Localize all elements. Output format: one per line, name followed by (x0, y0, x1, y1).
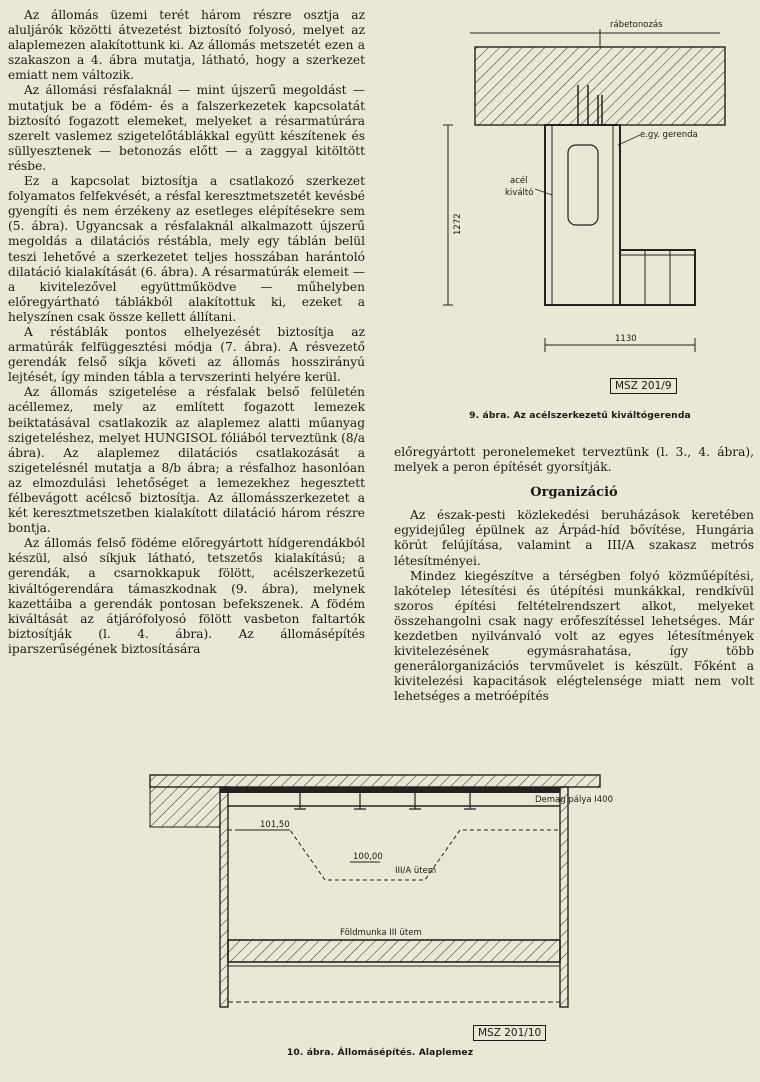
paragraph: A réstáblák pontos elhelyezését biztosítja az armatúrák felfüggesztési módja (7. ábra). A résvezető gerendák felső síkja követi az állomás hosszirányú lejtését, így minden tábla a tervszerinti helyére kerül. (8, 324, 365, 385)
label-steel-2: kiváltó (505, 188, 534, 198)
label-rail: Demag pálya I400 (535, 795, 613, 805)
label-top: rábetonozás (610, 20, 663, 30)
figure-10-caption: 10. ábra. Állomásépítés. Alaplemez (286, 1047, 474, 1058)
figure-9-drawing (440, 5, 740, 375)
figure-10-drawing (150, 770, 613, 1040)
label-earthwork: Földmunka III ütem (340, 928, 422, 938)
label-level-1: 101,50 (260, 820, 290, 830)
figure-10-stamp: MSZ 201/10 (473, 1025, 546, 1041)
paragraph: Mindez kiegészítve a térségben folyó közműépítési, lakótelep létesítési és útépítési munkákkal, rendkívül szoros építési feltételrendszert alkot, melyeket összehangolni csak nagy erőfeszítéssel lehetséges. Már kezdetben nyilvánvaló volt az egyes létesítmények kivitelezésének egymásrahatása, így több generálorganizációs tervművelet is készült. Főként a kivitelezési kapacitások elégtelensége miatt nem volt lehetséges a metróépítés (394, 568, 754, 704)
section-heading: Organizáció (530, 485, 618, 501)
figure-9-caption: 9. ábra. Az acélszerkezetű kiváltógerenda (469, 410, 691, 421)
paragraph: Az állomási résfalaknál — mint újszerű megoldást — mutatjuk be a födém- és a falszerkezetek kapcsolatát biztosító fogazott elemeket, melyeket a résarmatúrára szerelt vaslemez szigetelőtáblákkal együtt készítenek és süllyesztenek — betonozás előtt — a zaggyal kitöltött résbe. (8, 83, 365, 173)
label-width: 1130 (615, 334, 637, 344)
label-steel: acél (510, 176, 528, 186)
figure-9-stamp: MSZ 201/9 (610, 378, 677, 394)
label-stage: III/A ütem (395, 866, 437, 876)
label-level-2: 100,00 (353, 852, 383, 862)
paragraph: Az észak-pesti közlekedési beruházások keretében egyidejűleg épülnek az Árpád-híd bővítése, Hungária körút felújítása, valamint a III/A szakasz metrós létesítményei. (394, 508, 754, 568)
paragraph: Az állomás szigetelése a résfalak belső felületén acéllemez, mely az említett fogazott lemezek beiktatásával csatlakozik az alaplemez alatti műanyag szigeteléshez, melyet HUNGISOL fóliából terveztünk (8/a ábra). Az alaplemez dilatációs csatlakozását a szigetelésnél mutatja a 8/b ábra; a résfalhoz hasonlóan az elmozdulási lehetőséget a lemezekhez hegesztett félbevágott acélcső biztosítja. Az állomásszerkezetet a két keresztmetszetben kialakított dilatáció három részre bontja. (8, 385, 365, 536)
paragraph: Ez a kapcsolat biztosítja a csatlakozó szerkezet folyamatos felfekvését, a résfal keresztmetszetét kevésbé gyengíti és nem érzékeny az esetleges elépítésekre sem (5. ábra). Ugyancsak a résfalaknál alkalmazott újszerű megoldás a dilatációs réstábla, mely egy táblán belül teszi lehetővé a szerkezetet teljes hosszában harántoló dilatáció kialakítását (6. ábra). A résarmatúrák elemeit — a kivitelezővel együttműködve — műhelyben előregyártható táblákból alakítottuk ki, ezeket a helyszínen csak össze kellett állítani. (8, 174, 365, 324)
paragraph: Az állomás üzemi terét három részre osztja az aluljárók közötti átvezetést biztosító folyosó, melyet az alaplemezen alakítottunk ki. Az állomás metszetét ezen a szakaszon a 4. ábra mutatja, látható, hogy a szerkezet emiatt nem változik. (8, 8, 365, 83)
label-height: 1272 (453, 213, 463, 235)
right-text-column (394, 445, 754, 705)
paragraph: Az állomás felső födéme előregyártott hídgerendákból készül, alsó síkjuk látható, tetszetős kialakítású; a gerendák, a csarnokkapuk fölött, acélszerkezetű kiváltógerendára támaszkodnak (9. ábra), melynek kazettáiba a gerendák pontosan befekszenek. A födém kiváltását az átjárófolyosó fölött vasbeton faltartók biztosítják (l. 4. ábra). Az állomásépítés iparszerűségének biztosítására (8, 536, 365, 656)
left-text-column (8, 8, 365, 657)
label-beam: e.gy. gerenda (640, 130, 698, 140)
paragraph: előregyártott peronelemeket terveztünk (l. 3., 4. ábra), melyek a peron építését gyorsítják. (394, 445, 754, 475)
